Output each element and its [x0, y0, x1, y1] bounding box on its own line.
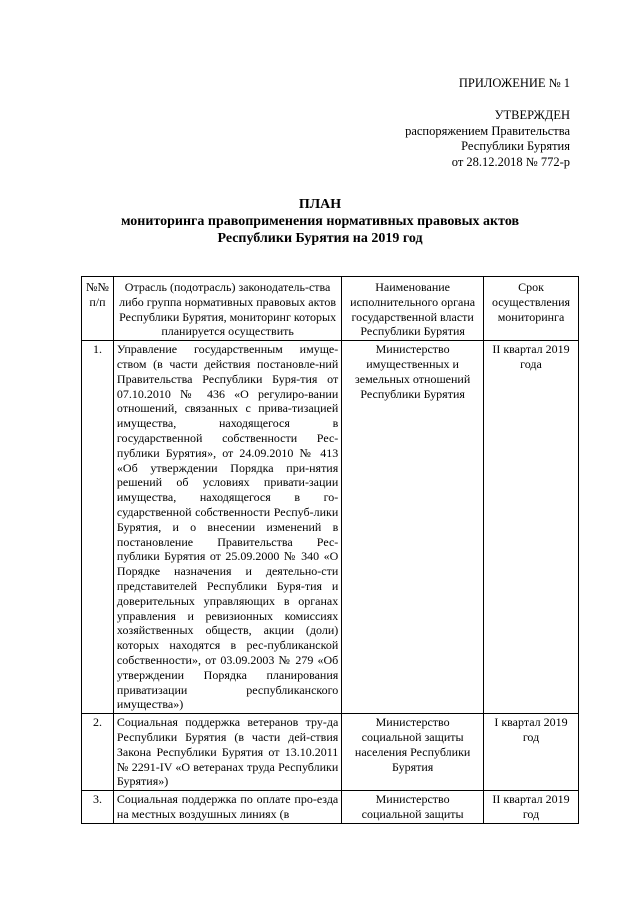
table-row — [82, 341, 579, 714]
header-subject: Отрасль (подотрасль) законодатель-ства либо группа нормативных правовых актов Республики Бурятия, мониторинг которых планируется осуществить — [113, 277, 341, 341]
appendix-label: ПРИЛОЖЕНИЕ № 1 — [458, 76, 570, 90]
approval-line: Республики Бурятия — [461, 139, 570, 153]
row-subject: Управление государственным имуще-ством (в части действия постановле-ний Правительства Республики Буря-тия от 07.10.2010 № 436 «О регулиро-вании отношений, связанных с прива-тизацией имущества, находящегося в государственной собственности Рес-публики Бурятия», от 24.09.2010 № 413 «Об утверждении Порядка при-нятия решений об условиях привати-зации имущества, находящегося в го-сударственной собственности Респуб-лики Бурятия, и о внесении изменений в постановление Правительства Рес-публики Бурятия от 25.09.2000 № 340 «О Порядке назначения и деятельно-сти представителей Республики Буря-тия и доверительных управляющих в органах управления и ревизионных комиссиях хозяйственных обществ, акции (доли) которых находятся в рес-публиканской собственности», от 03.09.2003 № 279 «Об утверждении Порядка планирования приватизации республиканского имущества») — [113, 341, 341, 714]
header-number: №№ п/п — [82, 277, 114, 341]
header-authority: Наименование исполнительного органа государственной власти Республики Бурятия — [342, 277, 484, 341]
table-row — [82, 714, 579, 791]
approval-line: распоряжением Правительства — [405, 123, 570, 138]
row-subject: Социальная поддержка по оплате про-езда на местных воздушных линиях (в — [113, 791, 341, 824]
title-line: ПЛАН — [298, 197, 342, 212]
row-term: II квартал 2019 год — [484, 791, 579, 824]
plan-table — [81, 276, 579, 824]
row-authority: Министерство социальной защиты населения Республики Бурятия — [342, 714, 484, 791]
title-line: мониторинга правоприменения нормативных правовых актов — [120, 214, 520, 229]
title-line: Республики Бурятия на 2019 год — [217, 231, 423, 246]
row-authority: Министерство имущественных и земельных отношений Республики Бурятия — [342, 341, 484, 714]
row-number: 1. — [82, 341, 114, 714]
approval-line: УТВЕРЖДЕН — [494, 108, 570, 122]
table-header-row — [82, 277, 579, 341]
row-authority: Министерство социальной защиты — [342, 791, 484, 824]
header-term: Срок осуществления мониторинга — [484, 277, 579, 341]
row-number: 2. — [82, 714, 114, 791]
row-term: II квартал 2019 года — [484, 341, 579, 714]
row-subject: Социальная поддержка ветеранов тру-да Республики Бурятия (в части дей-ствия Закона Республики Бурятия от 13.10.2011 № 2291-IV «О ветеранах труда Республики Бурятия») — [113, 714, 341, 791]
row-number: 3. — [82, 791, 114, 824]
approval-line: от 28.12.2018 № 772-р — [451, 154, 570, 169]
row-term: I квартал 2019 год — [484, 714, 579, 791]
table-row — [82, 791, 579, 824]
